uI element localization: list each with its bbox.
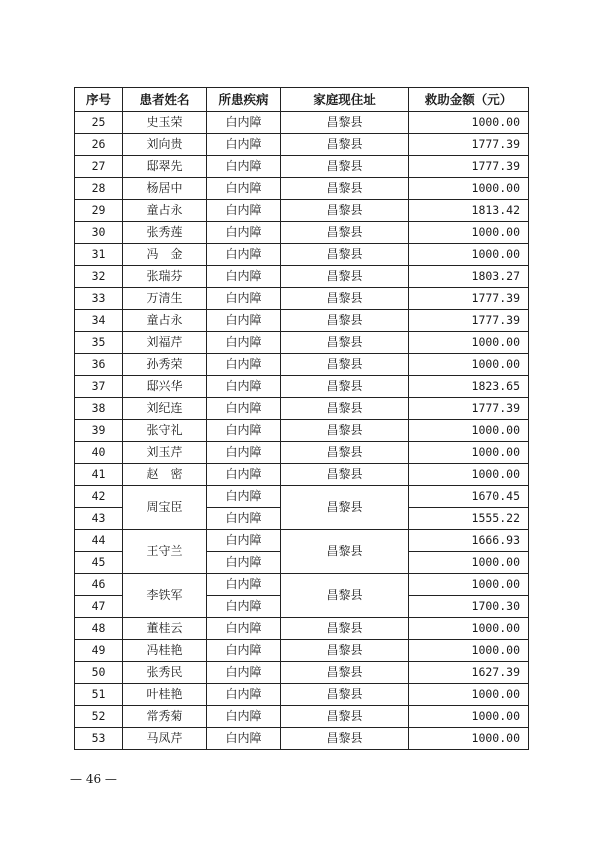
- cell-serial-number: 46: [75, 574, 123, 596]
- cell-patient-name: 杨居中: [123, 178, 207, 200]
- cell-serial-number: 30: [75, 222, 123, 244]
- cell-relief-amount: 1000.00: [409, 618, 529, 640]
- cell-patient-name: 赵 密: [123, 464, 207, 486]
- table-row: [75, 222, 529, 244]
- cell-serial-number: 49: [75, 640, 123, 662]
- cell-home-address: 昌黎县: [281, 266, 409, 288]
- cell-home-address: 昌黎县: [281, 684, 409, 706]
- cell-serial-number: 52: [75, 706, 123, 728]
- cell-disease: 白内障: [207, 222, 281, 244]
- cell-disease: 白内障: [207, 134, 281, 156]
- cell-relief-amount: 1000.00: [409, 420, 529, 442]
- cell-disease: 白内障: [207, 310, 281, 332]
- page-number: — 46 —: [70, 772, 117, 786]
- table-row: [75, 200, 529, 222]
- table-row: [75, 134, 529, 156]
- cell-home-address: 昌黎县: [281, 112, 409, 134]
- cell-patient-name: 董桂云: [123, 618, 207, 640]
- cell-home-address: 昌黎县: [281, 420, 409, 442]
- table-row: [75, 266, 529, 288]
- table-row: [75, 288, 529, 310]
- cell-home-address: 昌黎县: [281, 398, 409, 420]
- cell-disease: 白内障: [207, 178, 281, 200]
- cell-relief-amount: 1000.00: [409, 222, 529, 244]
- cell-relief-amount: 1803.27: [409, 266, 529, 288]
- cell-home-address: 昌黎县: [281, 200, 409, 222]
- table-row: [75, 156, 529, 178]
- header-disease: 所患疾病: [207, 88, 281, 112]
- cell-patient-name: 叶桂艳: [123, 684, 207, 706]
- cell-disease: 白内障: [207, 442, 281, 464]
- cell-serial-number: 48: [75, 618, 123, 640]
- cell-relief-amount: 1000.00: [409, 178, 529, 200]
- cell-patient-name: 刘福芹: [123, 332, 207, 354]
- header-relief-amount: 救助金额（元）: [409, 88, 529, 112]
- table-row: [75, 442, 529, 464]
- cell-disease: 白内障: [207, 706, 281, 728]
- cell-disease: 白内障: [207, 288, 281, 310]
- cell-patient-name: 孙秀荣: [123, 354, 207, 376]
- cell-patient-name: 冯 金: [123, 244, 207, 266]
- table-row: [75, 310, 529, 332]
- cell-relief-amount: 1823.65: [409, 376, 529, 398]
- cell-relief-amount: 1000.00: [409, 552, 529, 574]
- cell-home-address: 昌黎县: [281, 442, 409, 464]
- cell-serial-number: 43: [75, 508, 123, 530]
- cell-home-address: 昌黎县: [281, 376, 409, 398]
- cell-disease: 白内障: [207, 596, 281, 618]
- cell-home-address: 昌黎县: [281, 728, 409, 750]
- table-row: [75, 640, 529, 662]
- table-row: [75, 112, 529, 134]
- cell-serial-number: 35: [75, 332, 123, 354]
- cell-serial-number: 53: [75, 728, 123, 750]
- cell-patient-name: 邸翠先: [123, 156, 207, 178]
- cell-serial-number: 41: [75, 464, 123, 486]
- cell-relief-amount: 1000.00: [409, 332, 529, 354]
- cell-disease: 白内障: [207, 354, 281, 376]
- cell-serial-number: 34: [75, 310, 123, 332]
- cell-home-address: 昌黎县: [281, 640, 409, 662]
- table-row: [75, 662, 529, 684]
- cell-disease: 白内障: [207, 728, 281, 750]
- cell-relief-amount: 1777.39: [409, 156, 529, 178]
- cell-serial-number: 25: [75, 112, 123, 134]
- cell-patient-name: 刘向贵: [123, 134, 207, 156]
- cell-patient-name: 冯桂艳: [123, 640, 207, 662]
- cell-relief-amount: 1000.00: [409, 354, 529, 376]
- cell-patient-name: 刘纪连: [123, 398, 207, 420]
- cell-relief-amount: 1000.00: [409, 640, 529, 662]
- cell-serial-number: 37: [75, 376, 123, 398]
- table-row: [75, 178, 529, 200]
- cell-disease: 白内障: [207, 376, 281, 398]
- cell-patient-name: 邸兴华: [123, 376, 207, 398]
- cell-relief-amount: 1000.00: [409, 574, 529, 596]
- header-patient-name: 患者姓名: [123, 88, 207, 112]
- header-serial-number: 序号: [75, 88, 123, 112]
- cell-home-address: 昌黎县: [281, 222, 409, 244]
- cell-serial-number: 28: [75, 178, 123, 200]
- table-row: [75, 354, 529, 376]
- cell-serial-number: 26: [75, 134, 123, 156]
- cell-home-address: 昌黎县: [281, 332, 409, 354]
- table-row: [75, 464, 529, 486]
- cell-patient-name: 李铁军: [123, 574, 207, 618]
- cell-disease: 白内障: [207, 574, 281, 596]
- cell-relief-amount: 1670.45: [409, 486, 529, 508]
- cell-disease: 白内障: [207, 156, 281, 178]
- cell-patient-name: 史玉荣: [123, 112, 207, 134]
- cell-home-address: 昌黎县: [281, 486, 409, 530]
- cell-disease: 白内障: [207, 112, 281, 134]
- cell-home-address: 昌黎县: [281, 244, 409, 266]
- table-row: [75, 332, 529, 354]
- cell-serial-number: 44: [75, 530, 123, 552]
- cell-serial-number: 38: [75, 398, 123, 420]
- table-row: [75, 684, 529, 706]
- cell-disease: 白内障: [207, 266, 281, 288]
- cell-relief-amount: 1627.39: [409, 662, 529, 684]
- cell-disease: 白内障: [207, 332, 281, 354]
- cell-serial-number: 36: [75, 354, 123, 376]
- table-row: [75, 728, 529, 750]
- cell-serial-number: 32: [75, 266, 123, 288]
- cell-patient-name: 刘玉芹: [123, 442, 207, 464]
- cell-serial-number: 29: [75, 200, 123, 222]
- cell-serial-number: 42: [75, 486, 123, 508]
- cell-relief-amount: 1777.39: [409, 288, 529, 310]
- cell-home-address: 昌黎县: [281, 134, 409, 156]
- cell-patient-name: 马凤芹: [123, 728, 207, 750]
- cell-relief-amount: 1000.00: [409, 684, 529, 706]
- table-row: [75, 706, 529, 728]
- cell-serial-number: 33: [75, 288, 123, 310]
- cell-patient-name: 张守礼: [123, 420, 207, 442]
- cell-patient-name: 张瑞芬: [123, 266, 207, 288]
- cell-home-address: 昌黎县: [281, 530, 409, 574]
- cell-serial-number: 27: [75, 156, 123, 178]
- table-row: [75, 398, 529, 420]
- cell-patient-name: 童占永: [123, 200, 207, 222]
- cell-home-address: 昌黎县: [281, 706, 409, 728]
- cell-disease: 白内障: [207, 420, 281, 442]
- cell-disease: 白内障: [207, 552, 281, 574]
- table-row: [75, 618, 529, 640]
- cell-disease: 白内障: [207, 200, 281, 222]
- cell-relief-amount: 1000.00: [409, 728, 529, 750]
- table-row: [75, 420, 529, 442]
- table-body: [75, 112, 529, 750]
- cell-relief-amount: 1813.42: [409, 200, 529, 222]
- table-row: [75, 376, 529, 398]
- cell-relief-amount: 1666.93: [409, 530, 529, 552]
- table-row: [75, 574, 529, 596]
- cell-patient-name: 张秀莲: [123, 222, 207, 244]
- cell-serial-number: 31: [75, 244, 123, 266]
- cell-disease: 白内障: [207, 486, 281, 508]
- cell-home-address: 昌黎县: [281, 574, 409, 618]
- table-row: [75, 486, 529, 508]
- cell-serial-number: 47: [75, 596, 123, 618]
- cell-disease: 白内障: [207, 618, 281, 640]
- cell-relief-amount: 1777.39: [409, 134, 529, 156]
- table-header-row: [75, 88, 529, 112]
- cell-serial-number: 45: [75, 552, 123, 574]
- cell-home-address: 昌黎县: [281, 618, 409, 640]
- cell-relief-amount: 1000.00: [409, 244, 529, 266]
- table-row: [75, 530, 529, 552]
- cell-home-address: 昌黎县: [281, 662, 409, 684]
- cell-disease: 白内障: [207, 640, 281, 662]
- cell-home-address: 昌黎县: [281, 288, 409, 310]
- cell-relief-amount: 1700.30: [409, 596, 529, 618]
- cell-patient-name: 童占永: [123, 310, 207, 332]
- cell-disease: 白内障: [207, 684, 281, 706]
- cell-disease: 白内障: [207, 244, 281, 266]
- cell-home-address: 昌黎县: [281, 354, 409, 376]
- cell-patient-name: 常秀菊: [123, 706, 207, 728]
- cell-relief-amount: 1555.22: [409, 508, 529, 530]
- cell-patient-name: 周宝臣: [123, 486, 207, 530]
- cell-disease: 白内障: [207, 508, 281, 530]
- cell-home-address: 昌黎县: [281, 178, 409, 200]
- cell-serial-number: 51: [75, 684, 123, 706]
- relief-fund-table: [74, 87, 529, 750]
- table-row: [75, 244, 529, 266]
- cell-relief-amount: 1000.00: [409, 464, 529, 486]
- cell-relief-amount: 1000.00: [409, 706, 529, 728]
- cell-disease: 白内障: [207, 662, 281, 684]
- cell-home-address: 昌黎县: [281, 464, 409, 486]
- cell-relief-amount: 1777.39: [409, 398, 529, 420]
- cell-patient-name: 张秀民: [123, 662, 207, 684]
- cell-home-address: 昌黎县: [281, 156, 409, 178]
- cell-relief-amount: 1000.00: [409, 112, 529, 134]
- header-home-address: 家庭现住址: [281, 88, 409, 112]
- cell-disease: 白内障: [207, 398, 281, 420]
- cell-home-address: 昌黎县: [281, 310, 409, 332]
- cell-disease: 白内障: [207, 530, 281, 552]
- cell-disease: 白内障: [207, 464, 281, 486]
- cell-patient-name: 万清生: [123, 288, 207, 310]
- cell-relief-amount: 1000.00: [409, 442, 529, 464]
- cell-relief-amount: 1777.39: [409, 310, 529, 332]
- cell-serial-number: 39: [75, 420, 123, 442]
- cell-patient-name: 王守兰: [123, 530, 207, 574]
- cell-serial-number: 40: [75, 442, 123, 464]
- cell-serial-number: 50: [75, 662, 123, 684]
